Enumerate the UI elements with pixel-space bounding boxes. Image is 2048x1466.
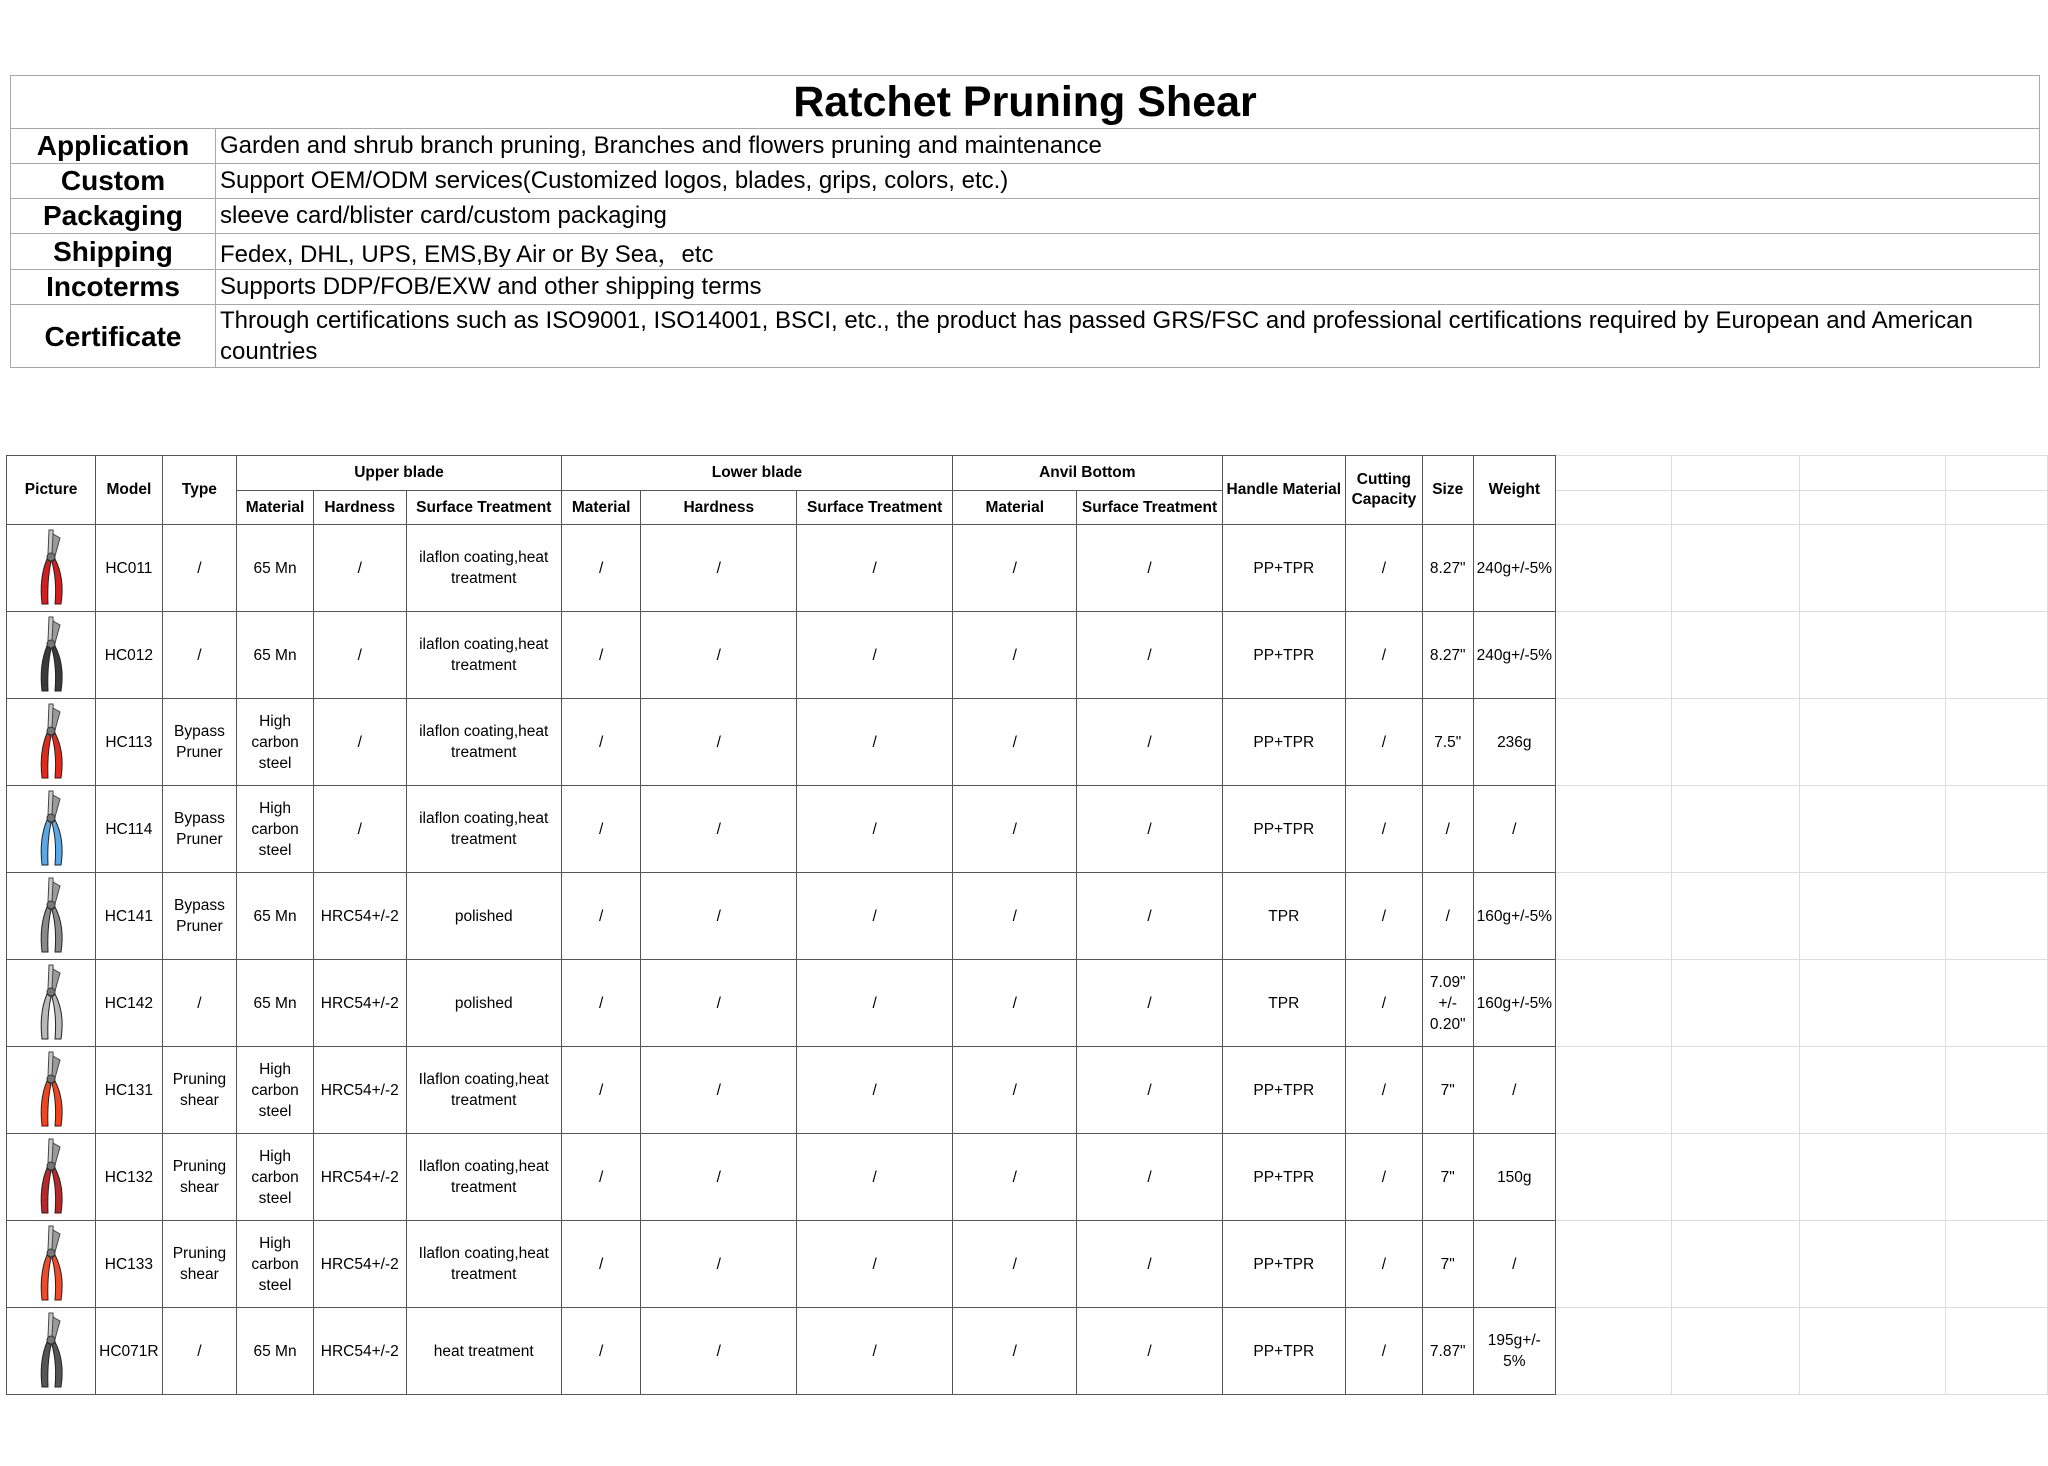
cell-u-mat: High carbon steel (237, 1134, 314, 1221)
empty-cell (1671, 456, 1799, 491)
empty-cell (1671, 525, 1799, 612)
cell-handle: PP+TPR (1222, 699, 1345, 786)
cell-u-mat: High carbon steel (237, 786, 314, 873)
cell-u-surf: ilaflon coating,heat treatment (406, 612, 561, 699)
cell-l-surf: / (797, 699, 953, 786)
header-anvil-surface: Surface Treatment (1077, 491, 1222, 525)
table-row (7, 612, 2048, 699)
product-picture (7, 699, 96, 786)
empty-cell (1556, 1047, 1672, 1134)
cell-l-hard: / (641, 960, 797, 1047)
cell-model: HC114 (96, 786, 162, 873)
info-label: Shipping (11, 234, 216, 270)
info-row-custom (11, 164, 2040, 199)
cell-a-surf: / (1077, 1221, 1222, 1308)
cell-l-hard: / (641, 1047, 797, 1134)
spec-header-row-2 (7, 491, 2048, 525)
cell-size: 7.87" (1422, 1308, 1473, 1395)
cell-a-mat: / (953, 1047, 1077, 1134)
table-row (7, 786, 2048, 873)
cell-u-hard: HRC54+/-2 (313, 960, 406, 1047)
info-value: Through certifications such as ISO9001, ISO14001, BSCI, etc., the product has passed GRS/FSC and professional certifications required by European and American countries (216, 305, 2040, 368)
cell-size: 7" (1422, 1221, 1473, 1308)
cell-type: Bypass Pruner (162, 873, 237, 960)
cell-u-mat: 65 Mn (237, 960, 314, 1047)
empty-cell (1671, 786, 1799, 873)
empty-cell (1945, 786, 2047, 873)
header-cutting-capacity: Cutting Capacity (1346, 456, 1423, 525)
cell-l-surf: / (797, 873, 953, 960)
cell-type: / (162, 525, 237, 612)
cell-l-surf: / (797, 1047, 953, 1134)
cell-type: Bypass Pruner (162, 699, 237, 786)
cell-l-hard: / (641, 525, 797, 612)
cell-handle: PP+TPR (1222, 1308, 1345, 1395)
cell-u-hard: / (313, 786, 406, 873)
header-upper-hardness: Hardness (313, 491, 406, 525)
pruning-shear-icon (33, 789, 69, 869)
cell-u-hard: HRC54+/-2 (313, 1221, 406, 1308)
info-label: Application (11, 129, 216, 164)
product-picture (7, 1308, 96, 1395)
cell-type: Pruning shear (162, 1221, 237, 1308)
cell-u-surf: Ilaflon coating,heat treatment (406, 1047, 561, 1134)
info-value: Support OEM/ODM services(Customized logos, blades, grips, colors, etc.) (216, 164, 2040, 199)
cell-l-surf: / (797, 1134, 953, 1221)
header-size: Size (1422, 456, 1473, 525)
empty-cell (1799, 525, 1945, 612)
empty-cell (1945, 873, 2047, 960)
cell-size: 7.5" (1422, 699, 1473, 786)
cell-cap: / (1346, 525, 1423, 612)
cell-u-hard: / (313, 525, 406, 612)
cell-u-hard: HRC54+/-2 (313, 1047, 406, 1134)
empty-cell (1556, 456, 1672, 491)
cell-u-hard: / (313, 699, 406, 786)
header-upper-blade: Upper blade (237, 456, 562, 491)
info-label: Custom (11, 164, 216, 199)
empty-cell (1556, 1221, 1672, 1308)
empty-cell (1799, 786, 1945, 873)
cell-model: HC011 (96, 525, 162, 612)
cell-a-surf: / (1077, 960, 1222, 1047)
table-row (7, 960, 2048, 1047)
empty-cell (1671, 699, 1799, 786)
table-row (7, 873, 2048, 960)
cell-u-mat: 65 Mn (237, 525, 314, 612)
cell-u-surf: ilaflon coating,heat treatment (406, 699, 561, 786)
empty-cell (1556, 525, 1672, 612)
empty-cell (1945, 1134, 2047, 1221)
empty-cell (1556, 1134, 1672, 1221)
header-anvil-bottom: Anvil Bottom (953, 456, 1223, 491)
cell-weight: 236g (1473, 699, 1555, 786)
cell-weight: 240g+/-5% (1473, 612, 1555, 699)
empty-cell (1945, 525, 2047, 612)
cell-size: 7" (1422, 1047, 1473, 1134)
page-title: Ratchet Pruning Shear (11, 76, 2040, 129)
pruning-shear-icon (33, 702, 69, 782)
empty-cell (1945, 699, 2047, 786)
cell-l-hard: / (641, 699, 797, 786)
empty-cell (1671, 1134, 1799, 1221)
spec-table-wrapper (6, 455, 2048, 1395)
cell-size: / (1422, 786, 1473, 873)
cell-u-mat: High carbon steel (237, 1047, 314, 1134)
cell-a-surf: / (1077, 525, 1222, 612)
header-anvil-material: Material (953, 491, 1077, 525)
cell-weight: / (1473, 1221, 1555, 1308)
info-row-certificate (11, 305, 2040, 368)
pruning-shear-icon (33, 528, 69, 608)
cell-u-surf: heat treatment (406, 1308, 561, 1395)
cell-l-mat: / (561, 525, 641, 612)
empty-cell (1799, 1308, 1945, 1395)
info-row-packaging (11, 199, 2040, 234)
product-picture (7, 612, 96, 699)
empty-cell (1671, 612, 1799, 699)
empty-cell (1556, 491, 1672, 525)
empty-cell (1556, 699, 1672, 786)
cell-handle: TPR (1222, 873, 1345, 960)
cell-model: HC133 (96, 1221, 162, 1308)
empty-cell (1799, 1047, 1945, 1134)
cell-a-mat: / (953, 699, 1077, 786)
empty-cell (1945, 491, 2047, 525)
empty-cell (1556, 1308, 1672, 1395)
empty-cell (1799, 873, 1945, 960)
cell-l-mat: / (561, 786, 641, 873)
product-picture (7, 1221, 96, 1308)
cell-l-mat: / (561, 1047, 641, 1134)
cell-cap: / (1346, 1047, 1423, 1134)
cell-l-surf: / (797, 525, 953, 612)
cell-l-hard: / (641, 873, 797, 960)
cell-l-hard: / (641, 1221, 797, 1308)
cell-u-surf: ilaflon coating,heat treatment (406, 786, 561, 873)
cell-handle: PP+TPR (1222, 525, 1345, 612)
product-picture (7, 525, 96, 612)
info-label: Packaging (11, 199, 216, 234)
cell-a-mat: / (953, 1221, 1077, 1308)
cell-a-mat: / (953, 612, 1077, 699)
header-model: Model (96, 456, 162, 525)
cell-a-mat: / (953, 873, 1077, 960)
header-lower-surface: Surface Treatment (797, 491, 953, 525)
cell-model: HC141 (96, 873, 162, 960)
empty-cell (1799, 1221, 1945, 1308)
cell-size: 7.09" +/- 0.20" (1422, 960, 1473, 1047)
header-handle-material: Handle Material (1222, 456, 1345, 525)
cell-l-mat: / (561, 1308, 641, 1395)
cell-l-mat: / (561, 699, 641, 786)
empty-cell (1945, 960, 2047, 1047)
product-picture (7, 960, 96, 1047)
empty-cell (1945, 1047, 2047, 1134)
cell-l-mat: / (561, 1134, 641, 1221)
empty-cell (1799, 1134, 1945, 1221)
cell-a-mat: / (953, 786, 1077, 873)
header-type: Type (162, 456, 237, 525)
cell-cap: / (1346, 960, 1423, 1047)
cell-handle: TPR (1222, 960, 1345, 1047)
info-label: Certificate (11, 305, 216, 368)
empty-cell (1556, 960, 1672, 1047)
cell-model: HC132 (96, 1134, 162, 1221)
cell-weight: 240g+/-5% (1473, 525, 1555, 612)
cell-weight: 195g+/- 5% (1473, 1308, 1555, 1395)
cell-l-mat: / (561, 873, 641, 960)
pruning-shear-icon (33, 615, 69, 695)
empty-cell (1671, 1221, 1799, 1308)
cell-l-surf: / (797, 1308, 953, 1395)
cell-cap: / (1346, 786, 1423, 873)
product-info-table (10, 75, 2040, 368)
cell-handle: PP+TPR (1222, 786, 1345, 873)
cell-u-mat: High carbon steel (237, 1221, 314, 1308)
cell-a-surf: / (1077, 1047, 1222, 1134)
pruning-shear-icon (33, 1311, 69, 1391)
cell-type: Pruning shear (162, 1134, 237, 1221)
empty-cell (1671, 960, 1799, 1047)
empty-cell (1556, 786, 1672, 873)
cell-weight: 150g (1473, 1134, 1555, 1221)
cell-l-mat: / (561, 960, 641, 1047)
empty-cell (1671, 1308, 1799, 1395)
empty-cell (1671, 873, 1799, 960)
cell-type: / (162, 1308, 237, 1395)
cell-u-surf: Ilaflon coating,heat treatment (406, 1221, 561, 1308)
cell-u-hard: HRC54+/-2 (313, 1308, 406, 1395)
cell-u-surf: Ilaflon coating,heat treatment (406, 1134, 561, 1221)
cell-u-surf: polished (406, 873, 561, 960)
cell-u-mat: High carbon steel (237, 699, 314, 786)
cell-handle: PP+TPR (1222, 1221, 1345, 1308)
cell-l-hard: / (641, 612, 797, 699)
cell-model: HC012 (96, 612, 162, 699)
cell-cap: / (1346, 699, 1423, 786)
pruning-shear-icon (33, 1137, 69, 1217)
cell-cap: / (1346, 1134, 1423, 1221)
cell-weight: 160g+/-5% (1473, 960, 1555, 1047)
empty-cell (1945, 612, 2047, 699)
cell-a-surf: / (1077, 873, 1222, 960)
info-row-shipping (11, 234, 2040, 270)
cell-u-hard: / (313, 612, 406, 699)
empty-cell (1945, 456, 2047, 491)
cell-u-mat: 65 Mn (237, 873, 314, 960)
pruning-shear-icon (33, 1050, 69, 1130)
cell-cap: / (1346, 1221, 1423, 1308)
header-lower-hardness: Hardness (641, 491, 797, 525)
cell-l-mat: / (561, 1221, 641, 1308)
cell-l-surf: / (797, 786, 953, 873)
product-picture (7, 1047, 96, 1134)
cell-a-surf: / (1077, 786, 1222, 873)
info-value: Supports DDP/FOB/EXW and other shipping terms (216, 270, 2040, 305)
table-row (7, 1134, 2048, 1221)
cell-handle: PP+TPR (1222, 1047, 1345, 1134)
product-picture (7, 873, 96, 960)
cell-u-surf: ilaflon coating,heat treatment (406, 525, 561, 612)
table-row (7, 525, 2048, 612)
pruning-shear-icon (33, 963, 69, 1043)
cell-model: HC131 (96, 1047, 162, 1134)
cell-u-surf: polished (406, 960, 561, 1047)
empty-cell (1556, 612, 1672, 699)
cell-a-surf: / (1077, 612, 1222, 699)
cell-u-hard: HRC54+/-2 (313, 873, 406, 960)
empty-cell (1799, 960, 1945, 1047)
empty-cell (1556, 873, 1672, 960)
cell-size: 8.27" (1422, 612, 1473, 699)
info-value: Garden and shrub branch pruning, Branches and flowers pruning and maintenance (216, 129, 2040, 164)
header-lower-material: Material (561, 491, 641, 525)
pruning-shear-icon (33, 1224, 69, 1304)
table-row (7, 1308, 2048, 1395)
table-row (7, 1047, 2048, 1134)
cell-handle: PP+TPR (1222, 1134, 1345, 1221)
cell-a-mat: / (953, 1134, 1077, 1221)
product-picture (7, 1134, 96, 1221)
cell-a-mat: / (953, 960, 1077, 1047)
cell-weight: / (1473, 1047, 1555, 1134)
spec-header-row-1 (7, 456, 2048, 491)
cell-type: Pruning shear (162, 1047, 237, 1134)
cell-cap: / (1346, 873, 1423, 960)
info-value: Fedex, DHL, UPS, EMS,By Air or By Sea，etc (216, 234, 2040, 270)
cell-model: HC071R (96, 1308, 162, 1395)
cell-type: / (162, 960, 237, 1047)
cell-type: / (162, 612, 237, 699)
pruning-shear-icon (33, 876, 69, 956)
cell-a-surf: / (1077, 1134, 1222, 1221)
cell-a-surf: / (1077, 1308, 1222, 1395)
cell-size: / (1422, 873, 1473, 960)
cell-cap: / (1346, 612, 1423, 699)
cell-l-hard: / (641, 1308, 797, 1395)
spec-table (6, 455, 2048, 1395)
empty-cell (1671, 491, 1799, 525)
cell-model: HC113 (96, 699, 162, 786)
table-row (7, 1221, 2048, 1308)
cell-type: Bypass Pruner (162, 786, 237, 873)
cell-l-surf: / (797, 1221, 953, 1308)
cell-handle: PP+TPR (1222, 612, 1345, 699)
empty-cell (1799, 612, 1945, 699)
empty-cell (1799, 456, 1945, 491)
cell-a-mat: / (953, 525, 1077, 612)
cell-l-hard: / (641, 1134, 797, 1221)
empty-cell (1945, 1221, 2047, 1308)
cell-weight: 160g+/-5% (1473, 873, 1555, 960)
cell-weight: / (1473, 786, 1555, 873)
cell-a-surf: / (1077, 699, 1222, 786)
cell-l-hard: / (641, 786, 797, 873)
cell-cap: / (1346, 1308, 1423, 1395)
header-upper-surface: Surface Treatment (406, 491, 561, 525)
header-upper-material: Material (237, 491, 314, 525)
cell-u-mat: 65 Mn (237, 1308, 314, 1395)
cell-u-hard: HRC54+/-2 (313, 1134, 406, 1221)
header-weight: Weight (1473, 456, 1555, 525)
empty-cell (1799, 491, 1945, 525)
cell-l-surf: / (797, 960, 953, 1047)
cell-model: HC142 (96, 960, 162, 1047)
empty-cell (1671, 1047, 1799, 1134)
info-row-application (11, 129, 2040, 164)
info-label: Incoterms (11, 270, 216, 305)
product-picture (7, 786, 96, 873)
cell-size: 8.27" (1422, 525, 1473, 612)
cell-l-surf: / (797, 612, 953, 699)
cell-a-mat: / (953, 1308, 1077, 1395)
header-picture: Picture (7, 456, 96, 525)
cell-size: 7" (1422, 1134, 1473, 1221)
info-value: sleeve card/blister card/custom packaging (216, 199, 2040, 234)
empty-cell (1945, 1308, 2047, 1395)
info-row-incoterms (11, 270, 2040, 305)
cell-u-mat: 65 Mn (237, 612, 314, 699)
empty-cell (1799, 699, 1945, 786)
cell-l-mat: / (561, 612, 641, 699)
header-lower-blade: Lower blade (561, 456, 952, 491)
table-row (7, 699, 2048, 786)
